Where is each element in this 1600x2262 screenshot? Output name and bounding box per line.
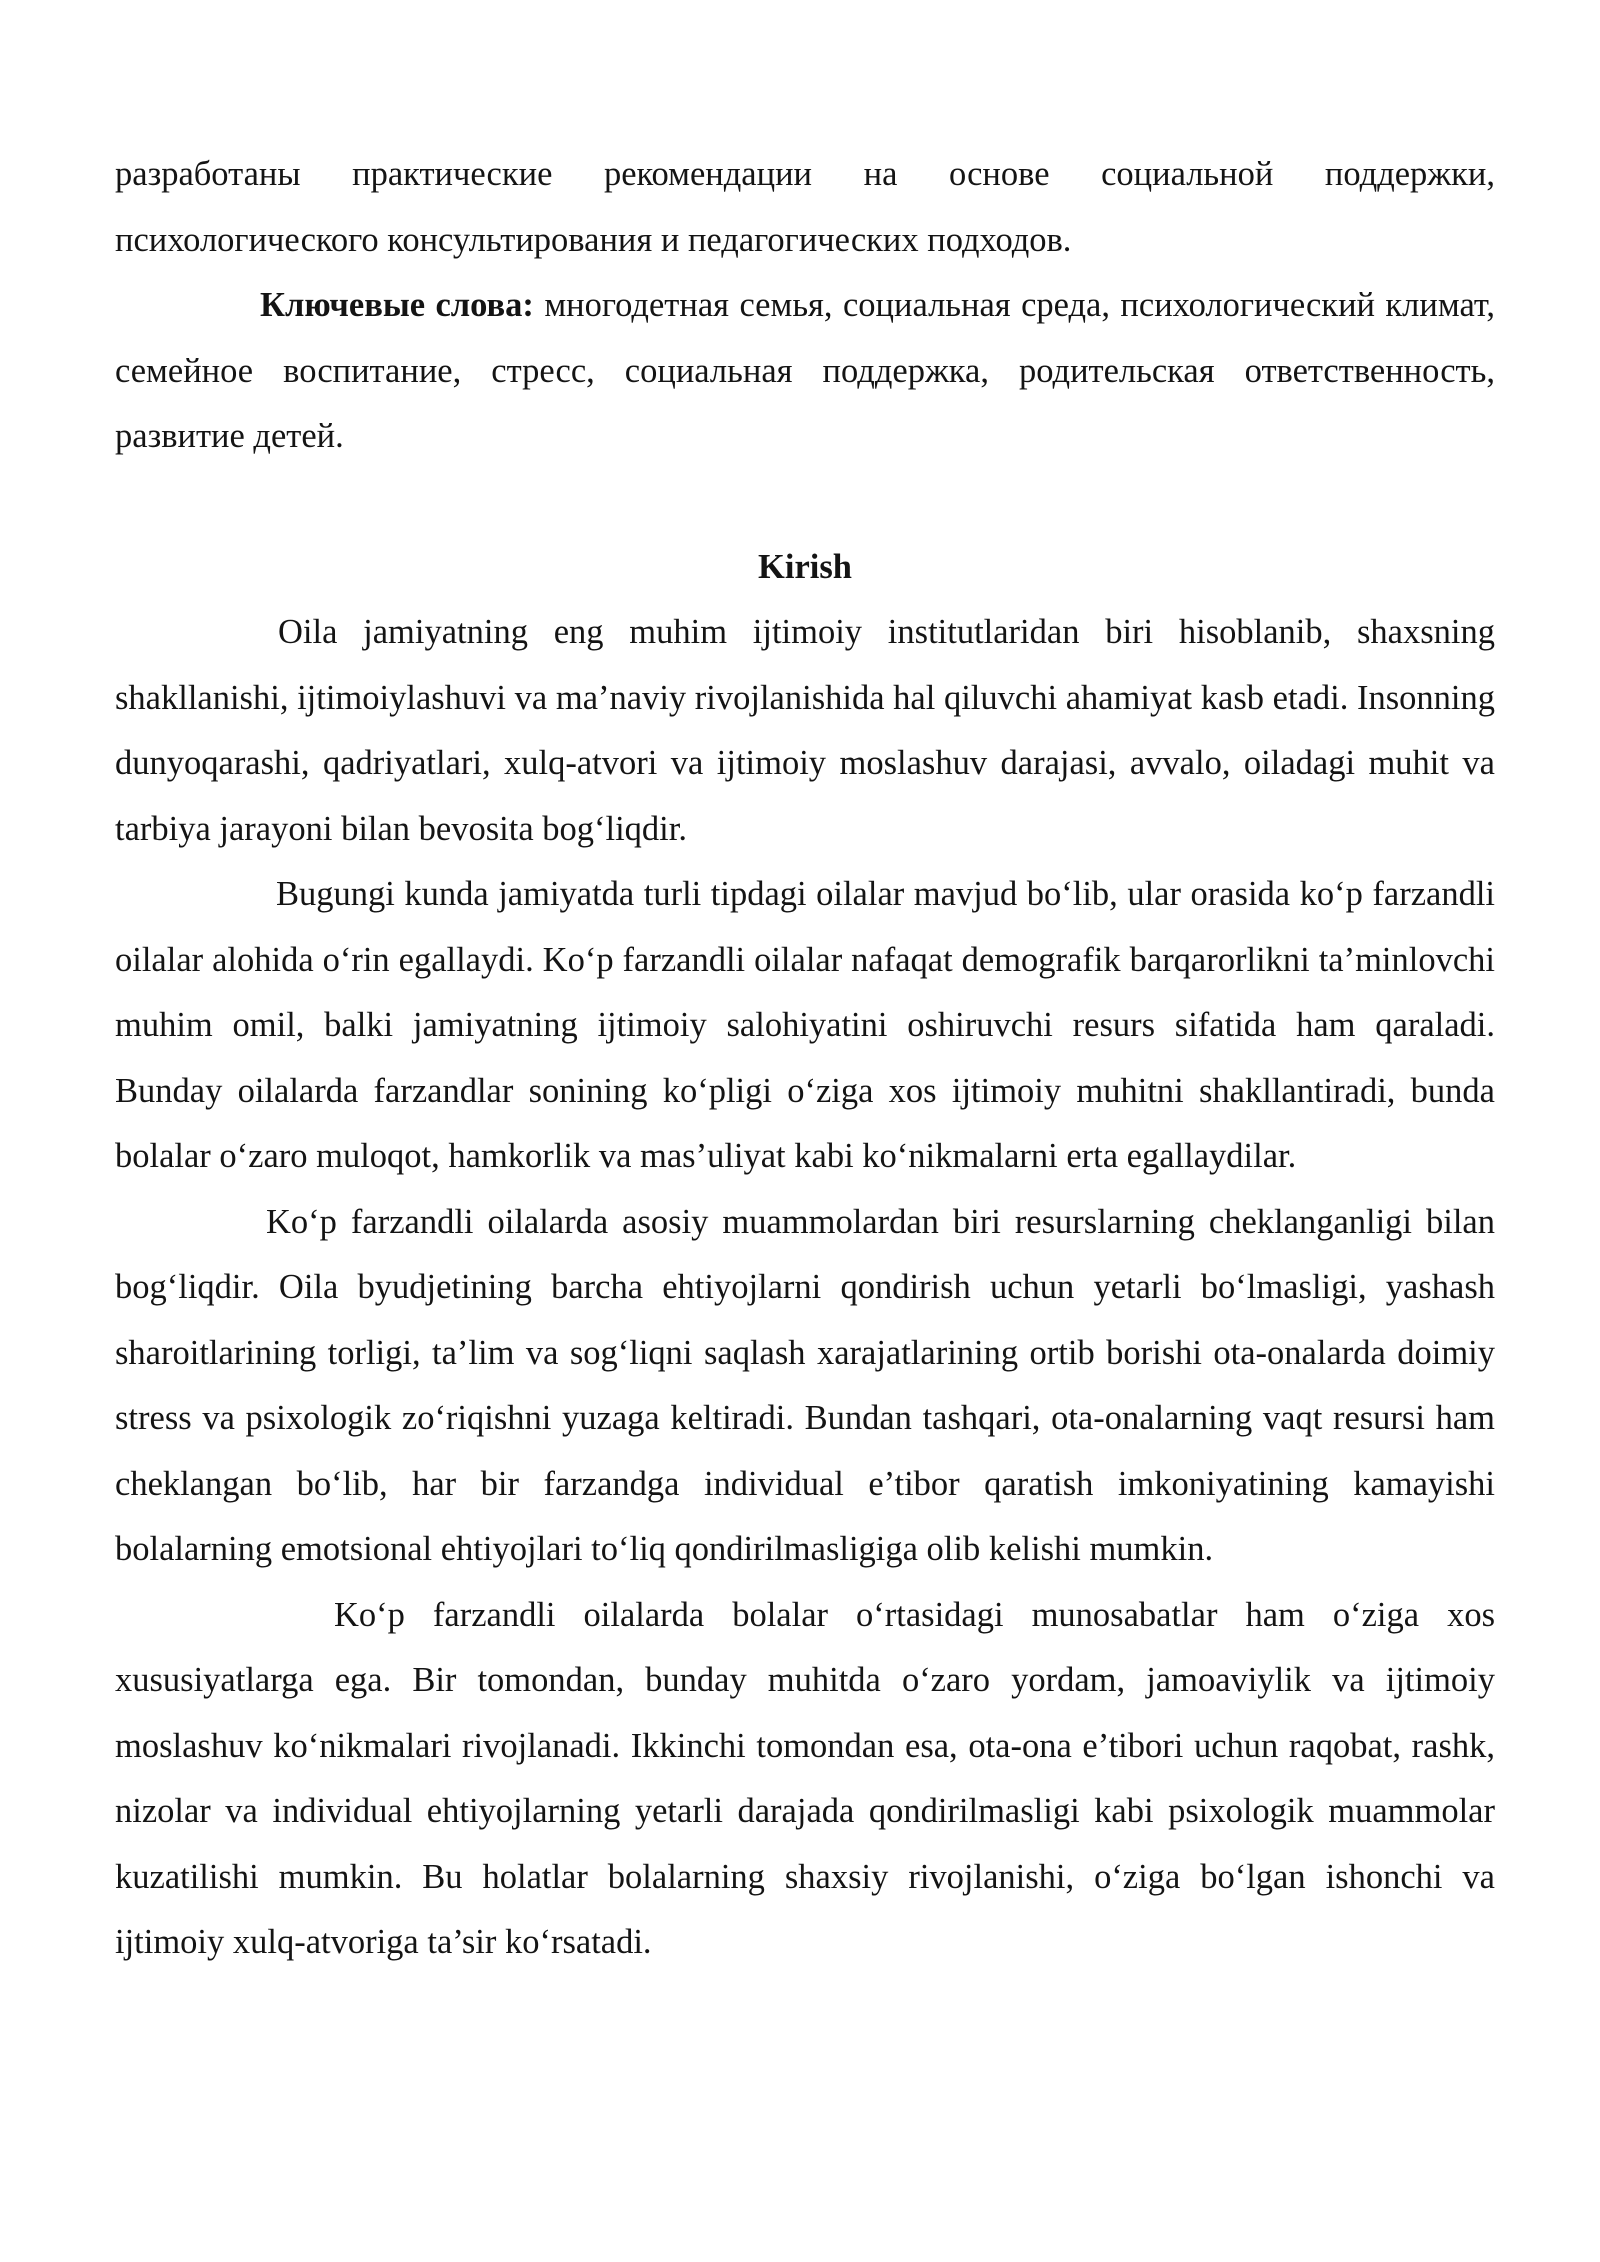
body-paragraph-3: Ko‘p farzandli oilalarda asosiy muammolardan biri resurslarning cheklanganligi bilan bog‘liqdir. Oila byudjetining barcha ehtiyojlarni qondirish uchun yetarli bo‘lmasligi, yashash sharoitlarining torligi, ta’lim va sog‘liqni saqlash xarajatlarining ortib borishi ota-onalarda doimiy stress va psixologik zo‘riqishni yuzaga keltiradi. Bundan tashqari, ota-onalarning vaqt resursi ham cheklangan bo‘lib, har bir farzandga individual e’tibor qaratish imkoniyatining kamayishi bolalarning emotsional ehtiyojlari to‘liq qondirilmasligiga olib kelishi mumkin. [115, 1202, 1495, 1568]
body-paragraph-2: Bugungi kunda jamiyatda turli tipdagi oilalar mavjud bo‘lib, ular orasida ko‘p farzandli oilalar alohida o‘rin egallaydi. Ko‘p farzandli oilalar nafaqat demografik barqarorlikni ta’minlovchi muhim omil, balki jamiyatning ijtimoiy salohiyatini oshiruvchi resurs sifatida ham qaraladi. Bunday oilalarda farzandlar sonining ko‘pligi o‘ziga xos ijtimoiy muhitni shakllantiradi, bunda bolalar o‘zaro muloqot, hamkorlik va mas’uliyat kabi ko‘nikmalarni erta egallaydilar. [115, 875, 1495, 1175]
body-paragraph-1: Oila jamiyatning eng muhim ijtimoiy institutlaridan biri hisoblanib, shaxsning shakllanishi, ijtimoiylashuvi va ma’naviy rivojlanishida hal qiluvchi ahamiyat kasb etadi. Insonning dunyoqarashi, qadriyatlari, xulq-atvori va ijtimoiy moslashuv darajasi, avvalo, oiladagi muhit va tarbiya jarayoni bilan bevosita bog‘liqdir. [115, 613, 1495, 848]
body-paragraph-4: Ko‘p farzandli oilalarda bolalar o‘rtasidagi munosabatlar ham o‘ziga xos xususiyatlarga ega. Bir tomondan, bunday muhitda o‘zaro yordam, jamoaviylik va ijtimoiy moslashuv ko‘nikmalari rivojlanadi. Ikkinchi tomondan esa, ota-ona e’tibori uchun raqobat, rashk, nizolar va individual ehtiyojlarning yetarli darajada qondirilmasligi kabi psixologik muammolar kuzatilishi mumkin. Bu holatlar bolalarning shaxsiy rivojlanishi, o‘ziga bo‘lgan ishonchi va ijtimoiy xulq-atvoriga ta’sir ko‘rsatadi. [115, 1595, 1495, 1961]
section-heading: Kirish [758, 547, 852, 586]
abstract-paragraph: разработаны практические рекомендации на основе социальной поддержки, психологического консультирования и педагогических подходов. [115, 155, 1495, 259]
keywords-label: Ключевые слова: [260, 286, 534, 324]
keywords-paragraph [115, 273, 1495, 470]
document-page [115, 142, 1495, 1976]
keywords-text: многодетная семья, социальная среда, психологический климат, семейное воспитание, стресс, социальная поддержка, родительская ответственность, развитие детей. [115, 286, 1495, 455]
